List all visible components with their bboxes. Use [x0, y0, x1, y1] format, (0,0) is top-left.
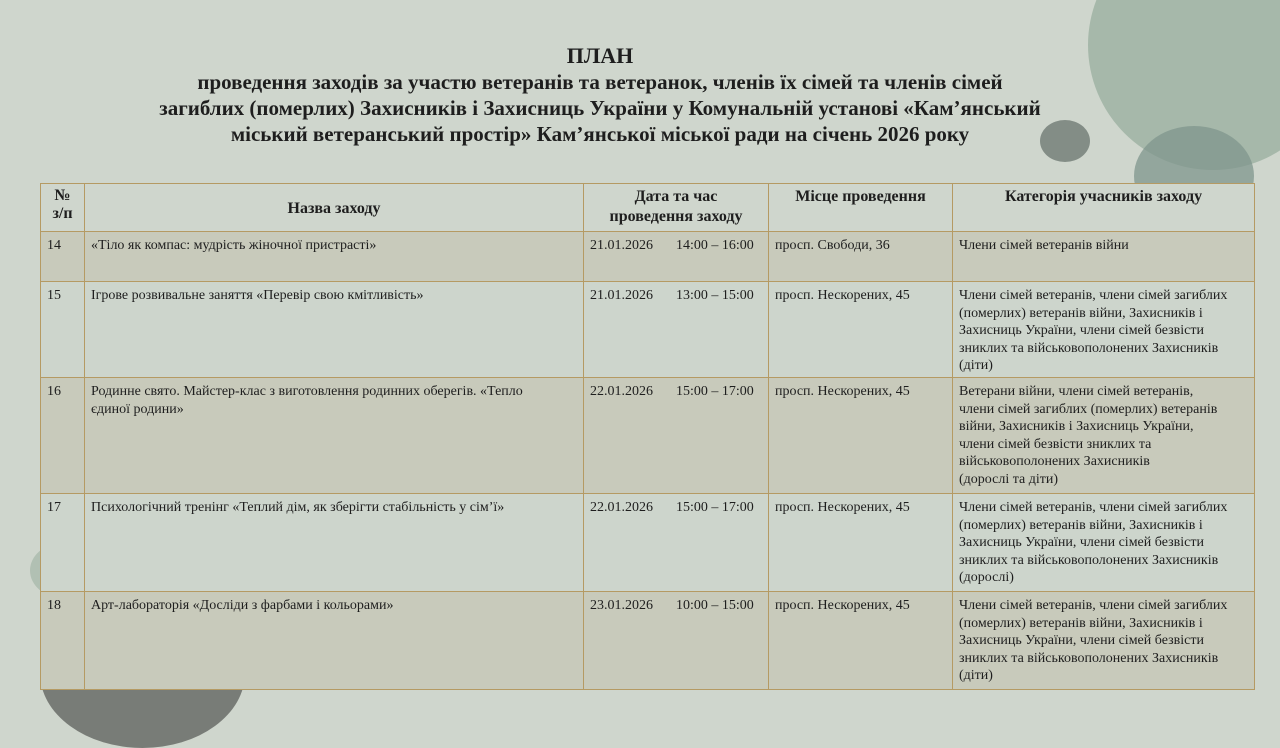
category-line: Ветерани війни, члени сімей ветеранів,: [959, 384, 1194, 399]
row-name: Арт-лабораторія «Досліди з фарбами і кольорами»: [85, 592, 584, 690]
row-datetime: [584, 232, 769, 282]
category-line: (дорослі): [959, 570, 1014, 585]
row-datetime: [584, 494, 769, 592]
header-name-label: Назва заходу: [287, 200, 381, 217]
row-datetime: [584, 378, 769, 494]
row-num: 16: [41, 378, 85, 494]
row-category: [953, 494, 1255, 592]
row-num: 15: [41, 282, 85, 378]
row-place: просп. Нескорених, 45: [769, 592, 953, 690]
row-place: просп. Нескорених, 45: [769, 494, 953, 592]
row-num: 17: [41, 494, 85, 592]
category-line: (померлих) ветеранів війни, Захисників і: [959, 615, 1203, 631]
category-line: зниклих та військовополонених Захисників: [959, 650, 1219, 666]
title-line: ПЛАН: [566, 43, 634, 68]
title-line: загиблих (померлих) Захисників і Захисниць України у Комунальній установі «Кам’янський: [159, 96, 1041, 120]
header-place: [769, 184, 953, 232]
category-line: (діти): [959, 358, 993, 373]
category-line: зниклих та військовополонених Захисників: [959, 552, 1219, 568]
title-line: проведення заходів за участю ветеранів та ветеранок, членів їх сімей та членів сімей: [197, 70, 1003, 94]
category-line: Члени сімей ветеранів, члени сімей загиблих: [959, 598, 1228, 613]
table-row: [41, 378, 1255, 494]
header-datetime-line2: проведення заходу: [609, 208, 743, 225]
row-time: 14:00 – 16:00: [676, 238, 754, 253]
row-date: 21.01.2026: [590, 288, 653, 303]
row-time: 15:00 – 17:00: [676, 500, 754, 515]
row-num: 18: [41, 592, 85, 690]
header-datetime: [584, 184, 769, 232]
row-category: [953, 592, 1255, 690]
row-place: просп. Нескорених, 45: [769, 282, 953, 378]
category-line: (померлих) ветеранів війни, Захисників і: [959, 305, 1203, 321]
header-datetime-line1: Дата та час: [634, 188, 718, 205]
row-date: 22.01.2026: [590, 500, 653, 515]
row-datetime: [584, 592, 769, 690]
title-line: міський ветеранський простір» Кам’янської міської ради на січень 2026 року: [230, 122, 970, 146]
category-line: Захисниць України, члени сімей безвісти: [959, 323, 1204, 338]
table-row: [41, 494, 1255, 592]
row-date: 23.01.2026: [590, 598, 653, 613]
category-line: зниклих та військовополонених Захисників: [959, 340, 1219, 356]
category-line: Захисниць України, члени сімей безвісти: [959, 535, 1204, 550]
header-place-label: Місце проведення: [795, 188, 926, 205]
row-time: 10:00 – 15:00: [676, 598, 754, 613]
row-name: Ігрове розвивальне заняття «Перевір свою кмітливість»: [85, 282, 584, 378]
row-place: просп. Нескорених, 45: [769, 378, 953, 494]
row-category: [953, 282, 1255, 378]
row-num: 14: [41, 232, 85, 282]
category-line: члени сімей загиблих (померлих) ветеранів: [959, 401, 1218, 417]
header-num: [41, 184, 85, 232]
header-category-label: Категорія учасників заходу: [1004, 188, 1203, 205]
category-line: (дорослі та діти): [959, 471, 1059, 487]
row-place: просп. Свободи, 36: [769, 232, 953, 282]
header-name: [85, 184, 584, 232]
row-name: Родинне свято. Майстер-клас з виготовлення родинних оберегів. «Тепло єдиної родини»: [85, 378, 584, 494]
header-category: [953, 184, 1255, 232]
category-line: війни, Захисників і Захисниць України,: [959, 419, 1194, 434]
header-num-line2: з/п: [52, 205, 73, 222]
category-line: Члени сімей ветеранів, члени сімей загиблих: [959, 500, 1228, 515]
category-line: Захисниць України, члени сімей безвісти: [959, 633, 1204, 648]
category-line: Члени сімей ветеранів війни: [959, 238, 1129, 253]
table-row: [41, 232, 1255, 282]
row-datetime: [584, 282, 769, 378]
category-line: Члени сімей ветеранів, члени сімей загиблих: [959, 288, 1228, 303]
table-row: [41, 282, 1255, 378]
table-row: [41, 592, 1255, 690]
row-date: 22.01.2026: [590, 384, 653, 399]
header-num-line1: №: [54, 187, 71, 204]
row-date: 21.01.2026: [590, 238, 653, 253]
category-line: (померлих) ветеранів війни, Захисників і: [959, 517, 1203, 533]
table-header-row: [41, 184, 1255, 232]
row-category: [953, 232, 1255, 282]
row-time: 15:00 – 17:00: [676, 384, 754, 399]
category-line: члени сімей безвісти зниклих та: [959, 436, 1152, 452]
category-line: військовополонених Захисників: [959, 454, 1150, 469]
row-name: Психологічний тренінг «Теплий дім, як зберігти стабільність у сім’ї»: [85, 494, 584, 592]
row-category: [953, 378, 1255, 494]
document-title: [40, 43, 1160, 147]
category-line: (діти): [959, 668, 993, 683]
row-name: «Тіло як компас: мудрість жіночної пристрасті»: [85, 232, 584, 282]
row-time: 13:00 – 15:00: [676, 288, 754, 303]
events-table: [40, 183, 1255, 690]
